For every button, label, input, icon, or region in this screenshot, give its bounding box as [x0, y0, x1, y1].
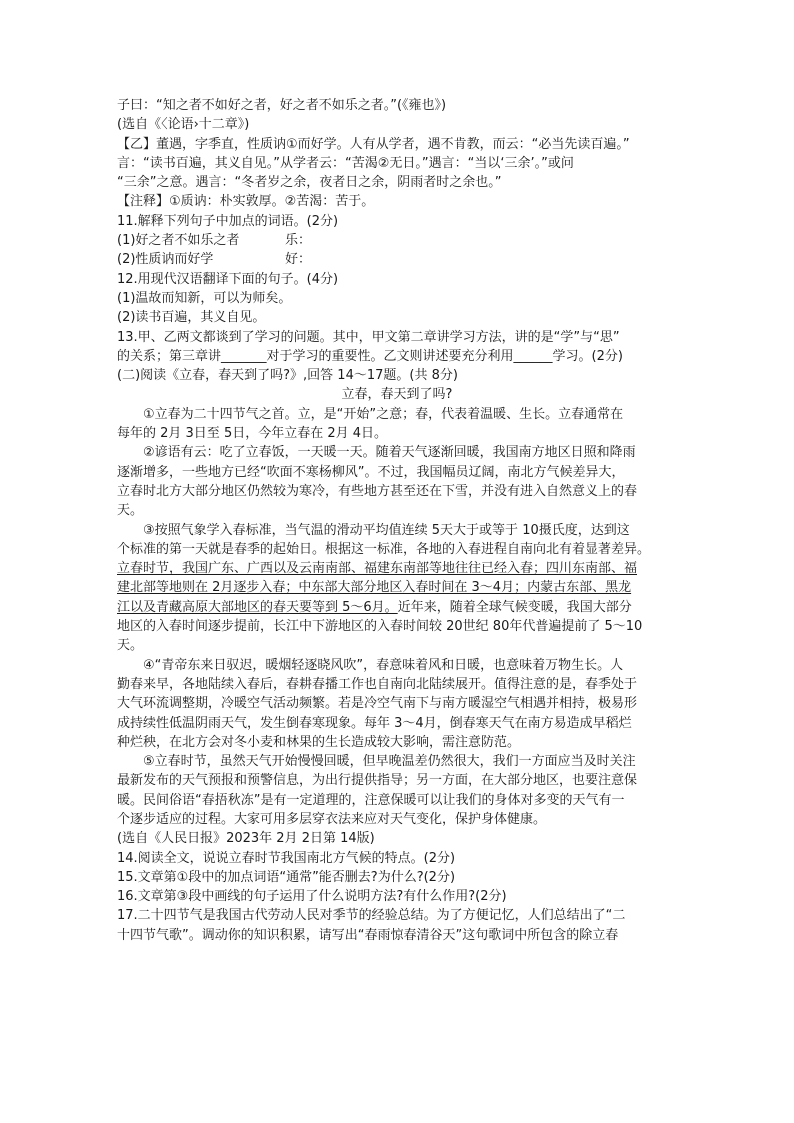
question-item	[117, 250, 677, 269]
question-item	[117, 231, 677, 250]
question-sentence: (2)性质讷而好学	[117, 252, 214, 268]
text-line: (2)读书百遍，其义自见。	[117, 310, 266, 326]
text-line: 个标准的第一天就是春季的起始日。根据这一标准，各地的入春进程自南向北有着显著差异。	[117, 541, 651, 557]
answer-label: 乐：	[285, 233, 312, 249]
text-line: 天。	[117, 638, 144, 654]
text-line: 种烂秧，在北方会对冬小麦和林果的生长造成较大影响，需注意防范。	[117, 734, 521, 750]
text-line: (二)阅读《立春，春天到了吗?》,回答 14～17题。(共 8分)	[117, 368, 458, 384]
text-line: 的关系；第三章讲_______对于学习的重要性。乙文则讲述要充分利用______学习。(2分)	[117, 348, 623, 364]
text-line: 每年的 2月 3日至 5日，今年立春在 2月 4日。	[117, 426, 388, 442]
exam-page	[117, 96, 677, 945]
text-line: ③按照气象学入春标准，当气温的滑动平均值连续 5天大于或等于 10摄氏度，达到这	[143, 522, 630, 538]
text-line: ①立春为二十四节气之首。立，是“开始”之意；春，代表着温暖、生长。立春通常在	[143, 406, 624, 422]
text-line: 【注释】①质讷：朴实敦厚。②苦渴：苦于。	[117, 194, 375, 210]
text-line: 言：“读书百遍，其义自见。”从学者云：“苦渴②无日。”遇言：“当以‘三余’。”或问	[117, 155, 574, 171]
text-line: 17.二十四节气是我国古代劳动人民对季节的经验总结。为了方便记忆，人们总结出了“二	[117, 908, 626, 924]
text-line: 13.甲、乙两文都谈到了学习的问题。其中，甲文第二章讲学习方法，讲的是“学”与“思”	[117, 329, 620, 345]
text-line: 子曰：“知之者不如好之者，好之者不如乐之者。”(《雍也》)	[117, 98, 447, 113]
text-line: 成持续性低温阴雨天气，发生倒春寒现象。每年 3～4月，倒春寒天气在南方易造成早稻烂	[117, 715, 632, 731]
text-line: 立春时节，我国广东、广西以及云南南部、福建东南部等地往往已经入春；四川东南部、福	[117, 561, 638, 577]
answer-label: 好：	[285, 252, 312, 268]
text-line: 最新发布的天气预报和预警信息，为出行提供指导；另一方面，在大部分地区，也要注意保	[117, 773, 638, 789]
text-line: 天。	[117, 503, 144, 519]
text-line: 15.文章第①段中的加点词语“通常”能否删去?为什么?(2分)	[117, 869, 456, 885]
text-line: (选自《〈论语›十二章》)	[117, 117, 250, 133]
text-line: (选自《人民日报》2023年 2月 2日第 14版)	[117, 831, 375, 847]
text-line: 12.用现代汉语翻译下面的句子。(4分)	[117, 271, 339, 287]
text-line: 个逐步适应的过程。大家可用多层穿衣法来应对天气变化，保护身体健康。	[117, 811, 547, 827]
text-line: ②谚语有云：吃了立春饭，一天暖一天。随着天气逐渐回暖，我国南方地区日照和降雨	[143, 445, 636, 461]
text-line: ⑤立春时节，虽然天气开始慢慢回暖，但早晚温差仍然很大，我们一方面应当及时关注	[143, 754, 636, 770]
text-line	[117, 598, 677, 617]
text-line: 暖。民间俗语“春捂秋冻”是有一定道理的，注意保暖可以让我们的身体对多变的天气有一	[117, 792, 625, 808]
text-line: 【乙】董遇，字季直，性质讷①而好学。人有从学者，遇不肯教，而云：“必当先读百遍。”	[117, 136, 630, 152]
text-line: 勤春来早，各地陆续入春后，春耕春播工作也自南向北陆续展开。值得注意的是，春季处于	[117, 676, 638, 692]
article-title: 立春，春天到了吗?	[341, 387, 453, 403]
text-line: 大气环流调整期，冷暖空气活动频繁。若是冷空气南下与南方暖湿空气相遇并相持，极易形	[117, 696, 638, 712]
text-line: 建北部等地则在 2月逐步入春；中东部大部分地区入春时间在 3～4月；内蒙古东部、黑龙	[117, 580, 632, 596]
text-line: 16.文章第③段中画线的句子运用了什么说明方法?有什么作用?(2分)	[117, 889, 507, 905]
question-sentence: (1)好之者不如乐之者	[117, 233, 240, 249]
underlined-text: 江以及青藏高原大部地区的春天要等到 5～6月。	[117, 599, 398, 615]
text-line: ④“青帝东来日驭迟，暖烟轻逐晓风吹”，春意味着风和日暖，也意味着万物生长。人	[143, 657, 624, 673]
text-tail: 近年来，随着全球气候变暖，我国大部分	[397, 599, 632, 615]
text-line: 11.解释下列句子中加点的词语。(2分)	[117, 213, 339, 229]
text-line: “三余”之意。遇言：“冬者岁之余，夜者日之余，阴雨者时之余也。”	[117, 175, 502, 191]
text-line: 十四节气歌”。调动你的知识积累，请写出“春雨惊春清谷天”这句歌词中所包含的除立春	[117, 927, 619, 943]
text-line: (1)温故而知新，可以为师矣。	[117, 290, 292, 306]
text-line: 逐渐增多，一些地方已经“吹面不寒杨柳风”。不过，我国幅员辽阔，南北方气候差异大，	[117, 464, 625, 480]
text-line: 14.阅读全文，说说立春时节我国南北方气候的特点。(2分)	[117, 850, 456, 866]
text-line: 地区的入春时间逐步提前，长江中下游地区的入春时间较 20世纪 80年代普遍提前了 5～10	[117, 619, 643, 635]
text-line: 立春时北方大部分地区仍然较为寒冷，有些地方甚至还在下雪，并没有进入自然意义上的春	[117, 483, 638, 499]
